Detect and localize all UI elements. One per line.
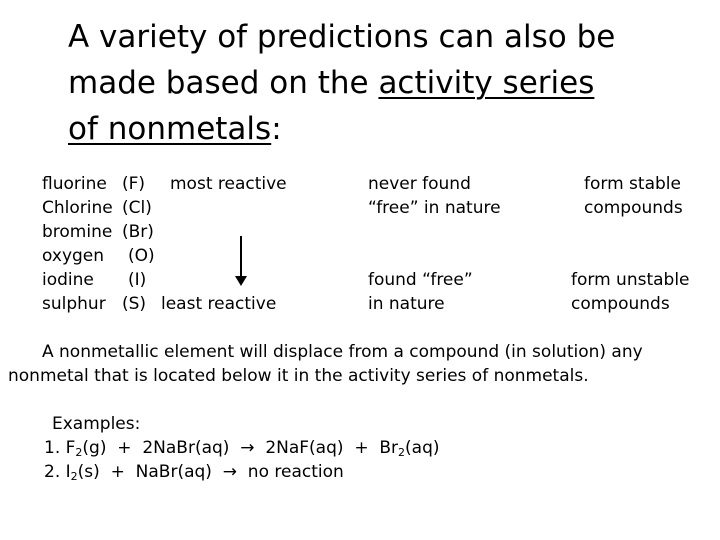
series-element-symbol: (F) bbox=[122, 174, 146, 194]
reactant-symbol: F bbox=[65, 438, 76, 458]
title-colon: : bbox=[271, 111, 282, 147]
example-1-equation bbox=[44, 440, 440, 457]
series-element-symbol: (O) bbox=[128, 246, 155, 266]
rule-line-2: nonmetal that is located below it in the activity series of nonmetals. bbox=[8, 366, 589, 386]
title-of-nonmetals: of nonmetals bbox=[68, 111, 272, 147]
examples-heading: Examples: bbox=[52, 414, 141, 434]
subscript: 2 bbox=[70, 470, 78, 483]
series-element-name: fluorine bbox=[42, 174, 107, 194]
never-found-text: never found bbox=[368, 174, 471, 194]
subscript: 2 bbox=[398, 446, 406, 459]
title-line-1: A variety of predictions can also be bbox=[68, 19, 616, 55]
rule-line-1: A nonmetallic element will displace from a compound (in solution) any bbox=[42, 342, 643, 362]
arrow-head bbox=[235, 276, 247, 286]
state: (g) bbox=[82, 438, 107, 458]
most-reactive-label: most reactive bbox=[170, 174, 287, 194]
found-free-text: found “free” bbox=[368, 270, 473, 290]
series-element-symbol: (S) bbox=[122, 294, 147, 314]
reaction-arrow-icon: → bbox=[240, 438, 255, 458]
plus-sign: + bbox=[117, 438, 132, 458]
series-element-name: bromine bbox=[42, 222, 113, 242]
reactant-sodium-bromide: 2NaBr(aq) bbox=[142, 438, 230, 458]
series-element-symbol: (I) bbox=[128, 270, 147, 290]
state: (s) bbox=[77, 462, 100, 482]
product-sodium-fluoride: 2NaF(aq) bbox=[265, 438, 344, 458]
plus-sign: + bbox=[354, 438, 369, 458]
in-nature-text: in nature bbox=[368, 294, 445, 314]
unstable-compounds-text: compounds bbox=[571, 294, 670, 314]
title-activity-series: activity series bbox=[378, 65, 595, 101]
series-element-name: iodine bbox=[42, 270, 94, 290]
form-stable-text: form stable bbox=[584, 174, 681, 194]
least-reactive-label: least reactive bbox=[161, 294, 277, 314]
series-element-name: Chlorine bbox=[42, 198, 113, 218]
series-element-symbol: (Cl) bbox=[122, 198, 152, 218]
form-unstable-text: form unstable bbox=[571, 270, 690, 290]
free-in-nature-text: “free” in nature bbox=[368, 198, 501, 218]
example-number: 2. bbox=[44, 462, 61, 482]
series-element-name: sulphur bbox=[42, 294, 106, 314]
stable-compounds-text: compounds bbox=[584, 198, 683, 218]
title-line-2 bbox=[68, 65, 595, 101]
reactant-sodium-bromide: NaBr(aq) bbox=[135, 462, 212, 482]
product-symbol: Br bbox=[379, 438, 399, 458]
series-element-name: oxygen bbox=[42, 246, 105, 266]
series-element-symbol: (Br) bbox=[122, 222, 154, 242]
example-2-equation bbox=[44, 464, 344, 481]
arrow-shaft bbox=[240, 236, 242, 278]
reaction-arrow-icon: → bbox=[222, 462, 237, 482]
state: (aq) bbox=[405, 438, 440, 458]
reactant-fluorine bbox=[66, 438, 107, 458]
reactant-symbol: I bbox=[65, 462, 71, 482]
product-bromine bbox=[379, 438, 439, 458]
subscript: 2 bbox=[75, 446, 83, 459]
no-reaction-text: no reaction bbox=[247, 462, 344, 482]
title-line-2-text: made based on the bbox=[68, 65, 379, 101]
example-number: 1. bbox=[44, 438, 61, 458]
plus-sign: + bbox=[110, 462, 125, 482]
title-line-3 bbox=[68, 111, 282, 147]
reactant-iodine bbox=[66, 462, 100, 482]
